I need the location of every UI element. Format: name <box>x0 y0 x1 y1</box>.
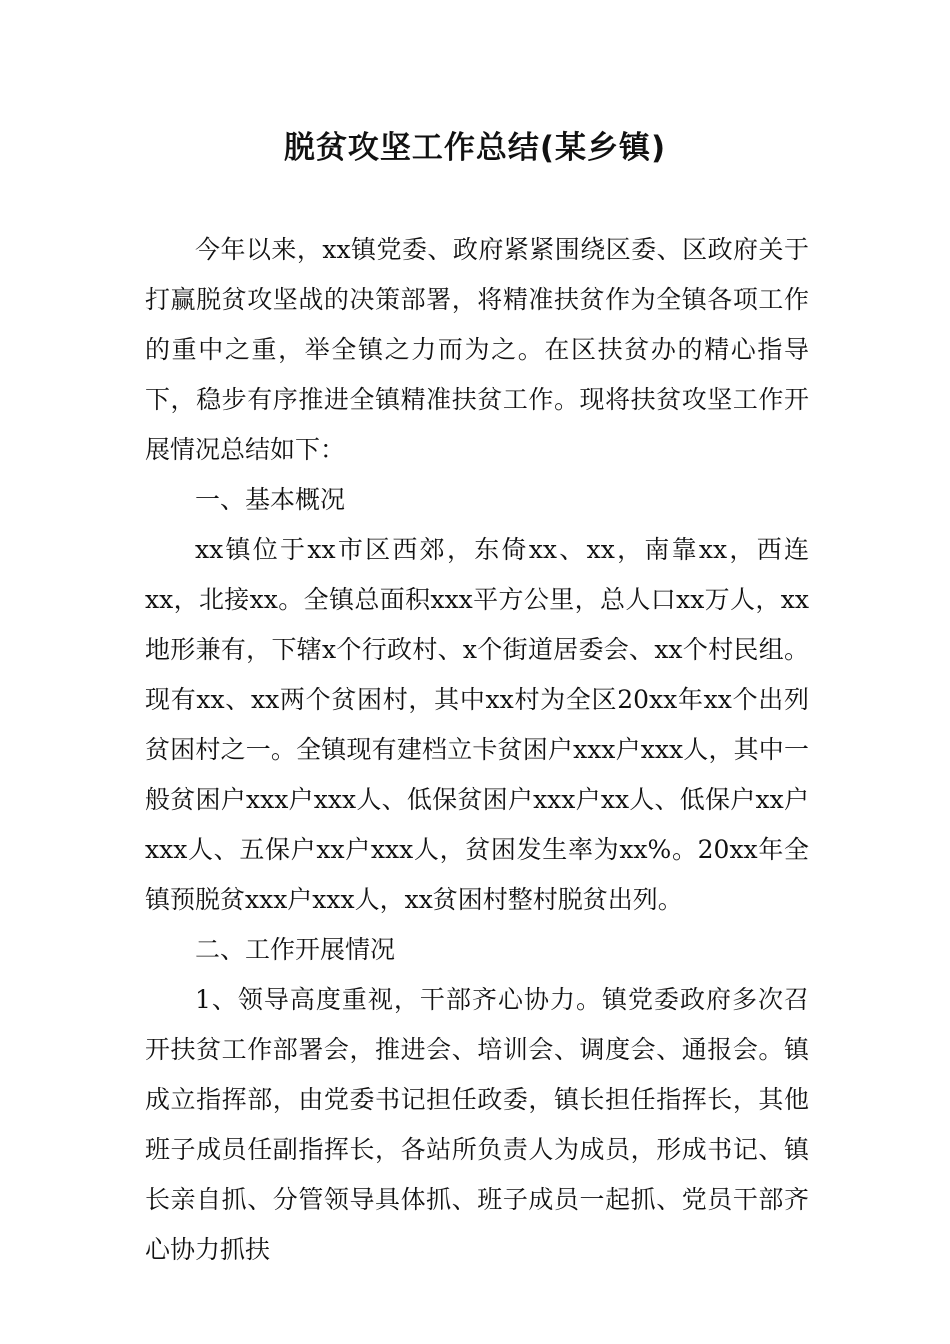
document-title: 脱贫攻坚工作总结(某乡镇) <box>283 130 667 166</box>
paragraph-overview: xx镇位于xx市区西郊，东倚xx、xx，南靠xx，西连xx，北接xx。全镇总面积xxx平方公里，总人口xx万人，xx地形兼有，下辖x个行政村、x个街道居委会、xx个村民组。现有xx、xx两个贫困村，其中xx村为全区20xx年xx个出列贫困村之一。全镇现有建档立卡贫困户xxx户xxx人，其中一般贫困户xxx户xxx人、低保贫困户xxx户xx人、低保户xx户xxx人、五保户xx户xxx人，贫困发生率为xx%。20xx年全镇预脱贫xxx户xxx人，xx贫困村整村脱贫出列。 <box>145 535 809 914</box>
section-heading-overview: 一、基本概况 <box>195 485 346 514</box>
paragraph-leadership: 1、领导高度重视，干部齐心协力。镇党委政府多次召开扶贫工作部署会，推进会、培训会、调度会、通报会。镇成立指挥部，由党委书记担任政委，镇长担任指挥长，其他班子成员任副指挥长，各站所负责人为成员，形成书记、镇长亲自抓、分管领导具体抓、班子成员一起抓、党员干部齐心协力抓扶 <box>145 985 809 1264</box>
paragraph-intro: 今年以来，xx镇党委、政府紧紧围绕区委、区政府关于打赢脱贫攻坚战的决策部署，将精准扶贫作为全镇各项工作的重中之重，举全镇之力而为之。在区扶贫办的精心指导下，稳步有序推进全镇精准扶贫工作。现将扶贫攻坚工作开展情况总结如下： <box>145 235 809 464</box>
section-heading-progress: 二、工作开展情况 <box>195 935 396 964</box>
document-body <box>145 225 809 1275</box>
